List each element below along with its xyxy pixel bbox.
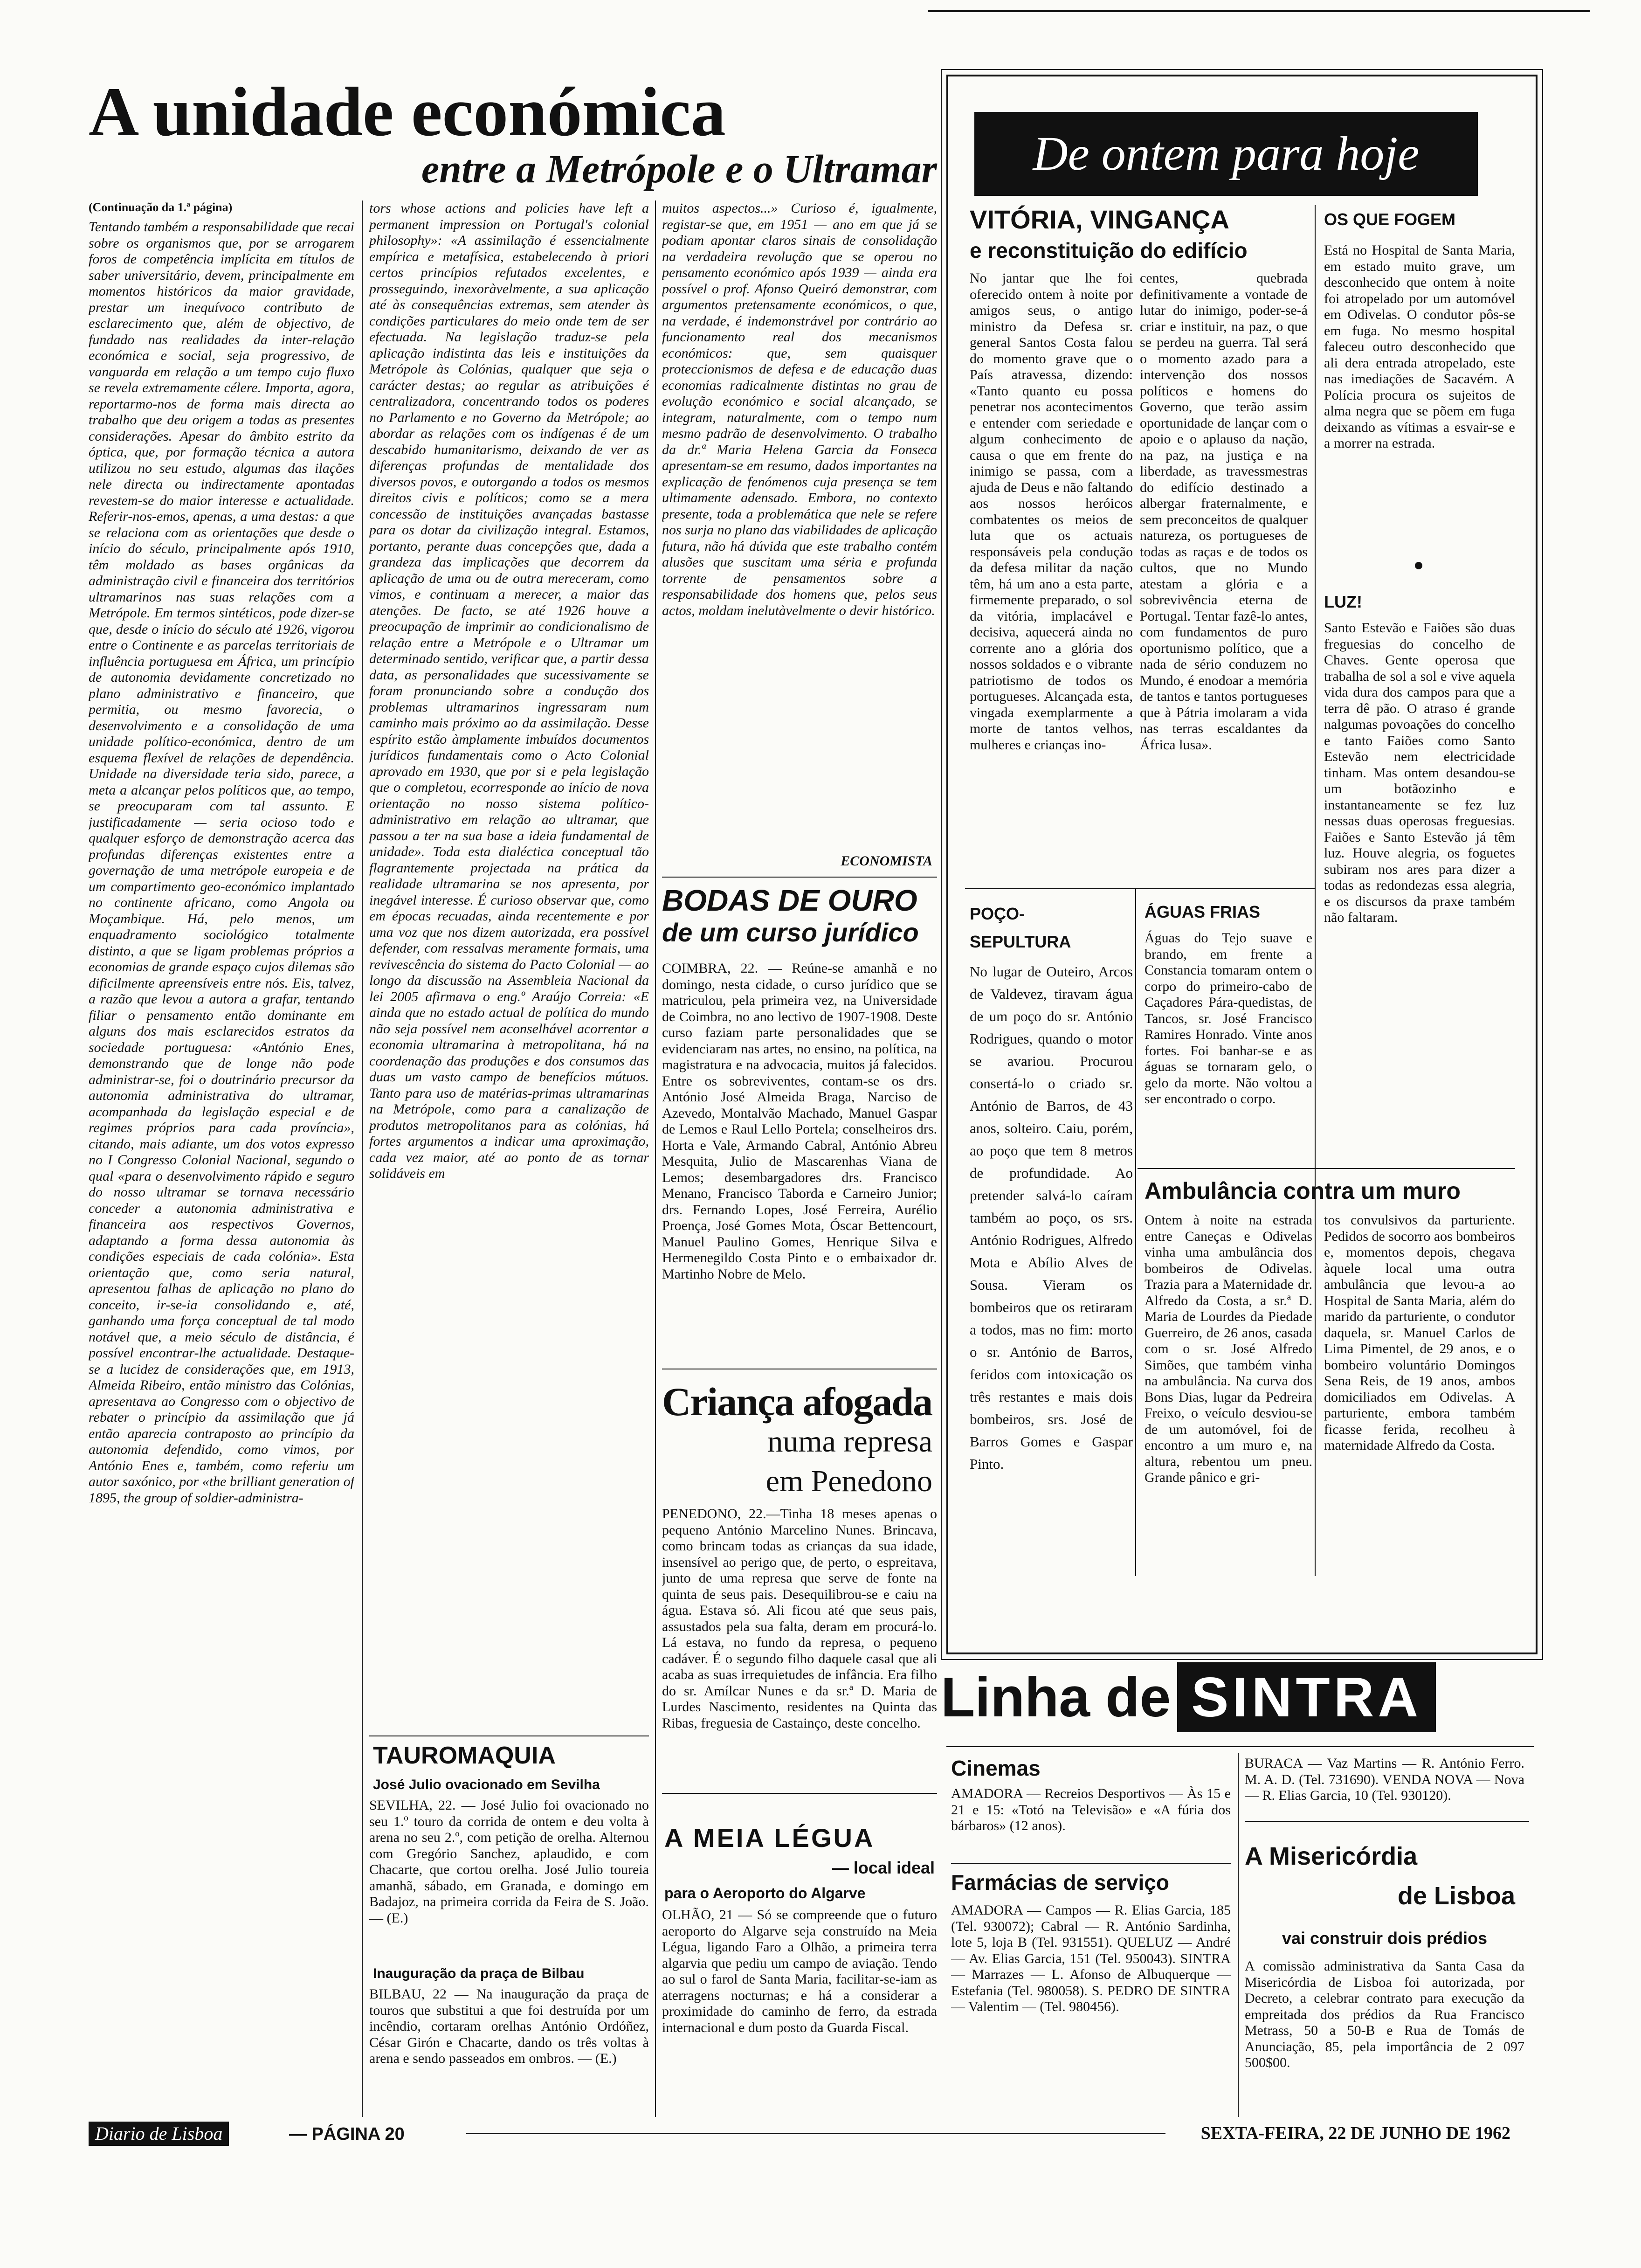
poco-title: POÇO-SEPULTURA: [970, 904, 1071, 951]
crianca-subtitle: numa represa: [767, 1424, 932, 1459]
column-divider: [1135, 888, 1136, 1576]
article-signature: ECONOMISTA: [841, 853, 932, 869]
section-rule: [946, 1746, 1534, 1747]
footer-date: SEXTA-FEIRA, 22 DE JUNHO DE 1962: [1200, 2123, 1510, 2143]
cinemas-text: AMADORA — Recreios Desportivos — Às 15 e 21 e 15: «Totó na Televisão» e «A fúria dos bárbaros» (12 anos).: [951, 1786, 1231, 1833]
footer-rule: [466, 2133, 1165, 2134]
misericordia-title-2: de Lisboa: [1397, 1882, 1515, 1910]
misericordia-title: A Misericórdia: [1245, 1842, 1418, 1870]
section-rule: [965, 888, 1315, 889]
section-rule: [662, 877, 937, 878]
footer-page-number: — PÁGINA 20: [289, 2124, 405, 2144]
main-subheadline: entre a Metrópole e o Ultramar: [421, 146, 937, 191]
article-column-3: [662, 201, 937, 851]
poco-text: No lugar de Outeiro, Arcos de Valdevez, tiravam água de um poço do sr. António Rodrigues, quando o motor se avariou. Procurou consertá-lo o criado sr. António de Barros, de 43 anos, solteiro. Caiu, porém, ao poço que tem 8 metros de profundidade. Ao pretender salvá-lo caíram também ao poço, os srs. António Rodrigues, Alfredo Mota e Abílio Alves de Sousa. Vieram os bombeiros que os retiraram a todos, mas no fim: morto o sr. António de Barros, feridos com intoxicação os três restantes e mais dois bombeiros, srs. José de Barros Gomes e Gaspar Pinto.: [970, 963, 1133, 1472]
luz-title: LUZ!: [1324, 592, 1362, 611]
misericordia-subtitle: vai construir dois prédios: [1282, 1929, 1488, 1948]
crianca-title: Criança afogada: [662, 1379, 932, 1424]
top-rule: [928, 10, 1590, 12]
misericordia-text: A comissão administrativa da Santa Casa da Misericórdia de Lisboa foi autorizada, por Decreto, a celebrar contrato para execução da empreitada dos prédios da Rua Francisco Metrass, 50 a 50-B e Rua de Tomás de Anunciação, 85, pela importância de 2 097 500$00.: [1245, 1958, 1524, 2070]
buraca-text: BURACA — Vaz Martins — R. António Ferro. M. A. D. (Tel. 731690). VENDA NOVA — Nova — R. Elias Garcia, 10 (Tel. 930120).: [1245, 1756, 1524, 1803]
tauromaquia-text-1: SEVILHA, 22. — José Julio foi ovacionado no seu 1.º touro da corrida de ontem e deu volta à arena no seu 2.º, com petição de orelha. Alternou com Gregório Sanchez, aplaudido, e com Chacarte, que cortou orelha. José Julio toureia amanhã, sábado, em Granada, e domingo em Badajoz, na primeira corrida da Feira de S. João. — (E.): [369, 1798, 649, 1926]
sintra-banner: [937, 1653, 1534, 1742]
farmacias-title: Farmácias de serviço: [951, 1870, 1169, 1895]
cinemas-title: Cinemas: [951, 1756, 1041, 1780]
section-rule: [1245, 1821, 1529, 1822]
ontem-hoje-title: De ontem para hoje: [1033, 127, 1420, 180]
meia-legua-text: OLHÃO, 21 — Só se compreende que o futuro aeroporto do Algarve seja construído na Meia Légua, ligando Faro a Olhão, a primeira terra algarvia que pediu um campo de aviação. Tendo ao sul o farol de Santa Maria, facilitar-se-iam as aterragens nocturnas; e há a considerar a proximidade do caminho de ferro, da estrada internacional e dum posto da Guarda Fiscal.: [662, 1907, 937, 2035]
article-column-1: [89, 201, 354, 2117]
sintra-banner-right: SINTRA: [1177, 1662, 1436, 1732]
vitoria-text-2: centes, quebrada definitivamente a vontade de lutar do inimigo, poder-se-á criar e instituir, na paz, o que se perdeu na guerra. Tal será o momento azado para a intervenção dos nossos políticos e homens do Governo, que terão assim oportunidade de lançar com o apoio e o aplauso da nação, na paz, na justiça e na liberdade, as travessmestras do edifício destinado a albergar fraternalmente, e sem preconceitos de qualquer natureza, os portugueses de todas as raças e de todos os cultos, que no Mundo atestam a glória e a sobrevivência eterna de Portugal. Tentar fazê-lo antes, com fundamentos de puro oportunismo político, que a nada de sério conduzem no Mundo, é enodoar a memória de tantos e tantos portugueses que à Pátria imolaram a vida nas terras escaldantes da África lusa».: [1140, 270, 1308, 753]
ontem-hoje-banner: [974, 112, 1478, 196]
bodas-subtitle: de um curso jurídico: [662, 918, 919, 947]
meia-legua-title: A MEIA LÉGUA: [664, 1823, 875, 1853]
meia-legua-sub-1: — local ideal: [832, 1858, 935, 1877]
sintra-banner-left: Linha de: [941, 1666, 1171, 1729]
column-divider: [1238, 1753, 1239, 2117]
meia-legua-sub-2: para o Aeroporto do Algarve: [664, 1885, 866, 1902]
vitoria-title: VITÓRIA, VINGANÇA: [970, 205, 1229, 234]
tauromaquia-text-2: BILBAU, 22 — Na inauguração da praça de touros que substitui a que foi destruída por um incêndio, cortaram orelhas António Ordóñez, César Girón e Chacarte, dando os três voltas à arena e sendo passeados em ombros. — (E.): [369, 1986, 649, 2066]
column-divider: [1315, 205, 1316, 1576]
fogem-text: Está no Hospital de Santa Maria, em estado muito grave, um desconhecido que ontem à noite foi atropelado por um automóvel em Odivelas. O condutor pôs-se em fuga. No mesmo hospital faleceu outro desconhecido que ali dera entrada atropelado, este nas imediações de Sacavém. A Polícia procura os sujeitos de alma negra que se põem em fuga deixando as vítimas a esvair-se e a morrer na estrada.: [1324, 242, 1515, 451]
luz-text: Santo Estevão e Faiões são duas freguesias do concelho de Chaves. Gente operosa que trabalha de sol a sol e vive aquela vida dura dos campos para que a terra dê pão. O atraso é grande nalgumas povoações do concelho e tanto Faiões como Santo Estevão nem electricidade tinham. Mas ontem desandou-se um botãozinho e instantaneamente se fez luz nessas duas operosas freguesias. Faiões e Santo Estevão já têm luz. Houve alegria, os foguetes subiram nos ares para dizer a todas as redondezas essa alegria, e os discursos da praxe também não faltaram.: [1324, 620, 1515, 925]
ambulancia-text-1: Ontem à noite na estrada entre Caneças e Odivelas vinha uma ambulância dos bombeiros de Odivelas. Trazia para a Maternidade dr. Alfredo da Costa, a sr.ª D. Maria de Lourdes da Piedade Guerreiro, de 26 anos, casada com o sr. José Alfredo Simões, que também vinha na ambulância. Na curva dos Bons Dias, lugar da Pedreira Freixo, o veículo desviou-se de um automóvel, foi de encontro a um muro e, na altura, rebentou um pneu. Grande pânico e gri-: [1145, 1212, 1312, 1485]
continuation-note: (Continuação da 1.ª página): [89, 201, 233, 214]
farmacias-text: AMADORA — Campos — R. Elias Garcia, 185 (Tel. 930072); Cabral — R. António Sardinha, lote 5, loja B (Tel. 931551). QUELUZ — André — Av. Elias Garcia, 151 (Tel. 950043). SINTRA — Marrazes — L. Afonso de Albuquerque — Estefania (Tel. 980058). S. PEDRO DE SINTRA — Valentim — (Tel. 980456).: [951, 1902, 1231, 2014]
ambulancia-text-2: tos convulsivos da parturiente. Pedidos de socorro aos bombeiros e, momentos depois, chegava àquele local uma outra ambulância que levou-a ao Hospital de Santa Maria, além do marido da parturiente, o condutor daquela, sr. Manuel Carlos de Lima Pimentel, de 29 anos, e o bombeiro voluntário Domingos Sena Reis, de 19 anos, ambos domiciliados em Odivelas. A parturiente, embora também ficasse ferida, recolheu à maternidade Alfredo da Costa.: [1324, 1212, 1515, 1453]
vitoria-text-1: No jantar que lhe foi oferecido ontem à noite por amigos seus, o antigo ministro da Defesa sr. general Santos Costa falou do momento grave que o País atravessa, dizendo: «Tanto quanto eu possa penetrar nos acontecimentos e entender com seriedade e algum conhecimento de causa o que em frente do inimigo se passa, com a ajuda de Deus e não faltando aos nossos heróicos combatentes os meios de luta que os actuais responsáveis pela condução da defesa militar da nação têm, há um ano a esta parte, firmemente preparado, o sol da vitória, implacável e decisiva, aquecerá ainda no corrente ano a glória dos nossos soldados e o vibrante patriotismo de todos os portugueses. Alcançada esta, vingada exemplarmente a morte de tantos velhos, mulheres e crianças ino-: [970, 270, 1133, 753]
section-rule: [951, 1863, 1231, 1864]
crianca-text: PENEDONO, 22.—Tinha 18 meses apenas o pequeno António Marcelino Nunes. Brincava, como brincam todas as crianças da sua idade, insensível ao perigo que, de perto, o espreitava, junto de uma represa que serve de fonte na quinta de seus pais. Desequilibrou-se e caiu na água. Estava só. Ali ficou até que seus pais, assustados pela sua falta, deram em procurá-lo. Lá estava, no fundo da represa, o pequeno cadáver. É o segundo filho daquele casal que ali acaba as suas irrequietudes de infância. Era filho do sr. Amílcar Nunes e da sr.ª D. Maria de Lurdes Nascimento, residentes na Quinta das Ribas, freguesia de Castainço, deste concelho.: [662, 1506, 937, 1731]
main-headline: A unidade económica: [89, 73, 726, 151]
footer-masthead: Diario de Lisboa: [89, 2122, 229, 2146]
section-rule: [662, 1793, 937, 1794]
aguas-text: Águas do Tejo suave e brando, em frente a Constancia tomaram ontem o corpo do primeiro-cabo de Caçadores Pára-quedistas, de Tancos, sr. José Francisco Ramires Honrado. Vinte anos fortes. Foi banhar-se e as águas se tornaram gelo, o gelo da morte. Não voltou a ser encontrado o corpo.: [1145, 930, 1312, 1106]
crianca-subtitle-2: em Penedono: [765, 1464, 932, 1498]
column-divider: [655, 201, 656, 2117]
article-column-2: [369, 201, 649, 1730]
bullet-icon: [1415, 562, 1422, 569]
ambulancia-title: Ambulância contra um muro: [1145, 1178, 1461, 1204]
aguas-title: ÁGUAS FRIAS: [1145, 902, 1261, 921]
tauromaquia-sub-1: José Julio ovacionado em Sevilha: [373, 1777, 600, 1792]
column-divider: [362, 201, 363, 2117]
bodas-title: BODAS DE OURO: [662, 884, 917, 917]
tauromaquia-title: TAUROMAQUIA: [373, 1742, 556, 1769]
article-text-col2: tors whose actions and policies have left a permanent impression on Portugal's colonial philosophy»: «A assimilação é essencialmente empírica e metafísica, estabelecendo à priori certos princípios refutados excelentes, e prosseguindo, inexoràvelmente, a sua aplicação até às consequências extremas, sem atender às condições particulares do meio onde tem de ser efectuada. Na legislação traduz-se pela aplicação indistinta das leis e instituições da Metrópole às Colónias, qualquer que seja o carácter destas; ao regular as atribuições é centralizadora, concentrando todos os poderes no Parlamento e no Governo da Metrópole; ao abordar as relações com os indígenas é de um descabido humanitarismo, deixando de ver as diferenças profundas de mentalidade dos diversos povos, e outorgando a todos os mesmos direitos civis e políticos; como se a mera concessão de instituições avançadas bastasse para os dotar da civilização integral. Estamos, portanto, perante duas concepções que, dada a grandeza das implicações que decorrem da aplicação de uma ou de outra mereceram, como vimos, e continuam a merecer, a maior das atenções. De facto, se até 1926 houve a preocupação de imprimir ao condicionalismo de relação entre a Metrópole e o Ultramar um determinado sentido, verificar que, a partir dessa data, as personalidades que sucessivamente se foram pronunciando sobre a condução dos problemas ultramarinos ingressaram num caminho mais próximo ao da assimilação. Desse espírito estão àmplamente imbuídos documentos jurídicos fundamentais como o Acto Colonial aprovado em 1930, que por si e pela legislação que o completou, ecorresponde ao início de nova orientação no nosso sistema político-administrativo em relação ao ultramar, que passou a ter na sua base a ideia fundamental de unidade». Toda esta dialéctica conceptual tão flagrantemente projectada na prática da realidade ultramarina se nos apresenta, por inegável interesse. É curioso observar que, como em épocas recuadas, ainda recentemente e por uma voz que nos dizem autorizada, era possível defender, com ressalvas meramente formais, uma revivescência do sistema do Pacto Colonial — ao longo da discussão na Assembleia Nacional da lei 2005 afirmava o eng.º Araújo Correia: «E ainda que no estado actual de política do mundo não seja possível nem aconselhável acorrentar a economia ultramarina à metropolitana, há na coordenação das produções e dos consumos das duas um vasto campo de benefícios mútuos. Tanto para uso de matérias-primas ultramarinas na Metrópole, como para a canalização de produtos metropolitanos para as colónias, há fortes argumentos a indicar uma aproximação, cada vez maior, até ao ponto de as tornar solidáveis em: [369, 201, 649, 1181]
vitoria-subtitle: e reconstituição do edifício: [970, 238, 1248, 263]
fogem-title: OS QUE FOGEM: [1324, 210, 1456, 229]
article-text-col1: Tentando também a responsabilidade que recai sobre os organismos que, por se arrogarem foros de competência implícita em títulos de saber universitário, devem, principalmente em momentos históricos da maior gravidade, prestar um inequívoco contributo de esclarecimento que, além de objectivo, de fundado nas realidades da inter-relação económica e social, seja progressivo, de vanguarda em relação a um tempo cujo fluxo se revela extremamente célere. Importa, agora, reportarmo-nos de forma mais directa ao trabalho que deu origem a todas as presentes considerações. Apesar do âmbito estrito da óptica, que, por formação técnica a autora utilizou no seu estudo, algumas das ilações nele directa ou indirectamente apontadas revestem-se do maior interesse e actualidade. Referir-nos-emos, apenas, a uma destas: a que se relaciona com as orientações que desde o início do século, principalmente após 1910, têm moldado as bases orgânicas da administração civil e financeira dos territórios ultramarinos nas suas relações com a Metrópole. Em termos sintéticos, pode dizer-se que, desde o início do século até 1926, vigorou entre o Continente e as parcelas territoriais de influência portuguesa em África, um princípio de autonomia devidamente concretizado no plano administrativo e financeiro, que permitia, ou mesmo favorecia, o desenvolvimento e a consolidação de uma unidade político-económica, dentro de um esquema flexível de relações de dependência. Unidade na diversidade teria sido, parece, a meta a alcançar pelos políticos que, ao tempo, se preocuparam com tal assunto. E justificadamente — seria ocioso todo e qualquer esforço de demonstração acerca das profundas diferenças existentes entre a governação de uma metrópole europeia e de um compartimento geo-económico implantado no continente africano, como Angola ou Moçambique. Há, pelo menos, um enquadramento sociológico totalmente distinto, a que se ligam problemas próprios a economias de grande espaço cujos dilemas são dificilmente apreensíveis entre nós. Eis, talvez, a razão que levou a autora a grafar, tentando filiar o pensamento então dominante em alguns dos mais esclarecidos estratos da sociedade portuguesa: «António Enes, demonstrando que de longe não pode administrar-se, foi o doutrinário precursor da autonomia administrativa do ultramar, acompanhada da legislação especial e de regimes próprios para cada província», citando, mais adiante, um dos votos expresso no I Congresso Colonial Nacional, segundo o qual «para o desenvolvimento rápido e seguro do nosso ultramar se tornava necessário conceder a autonomia administrativa e financeira aos respectivos Governos, adaptando a forma dessa autonomia às condições especiais de cada colónia». Esta orientação que, como seria natural, apresentou falhas de aplicação no plano do conceito, ir-se-ia consolidando e, até, ganhando uma força conceptual de tal modo notável que, a meio século de distância, é possível encontrar-lhe actualidade. Destaque-se a lucidez de considerações que, em 1913, Almeida Ribeiro, então ministro das Colónias, apresentava ao Congresso com o objectivo de rebater o princípio da assimilação que já então aparecia contraposto ao princípio da autonomia defendido, como vimos, por António Enes e, também, como referiu um autor saxónico, por «the brilliant generation of 1895, the group of soldier-administra-: [89, 219, 354, 1506]
section-rule: [1138, 1168, 1515, 1169]
bodas-text: COIMBRA, 22. — Reúne-se amanhã e no domingo, nesta cidade, o curso jurídico que se matriculou, pela primeira vez, na Universidade de Coimbra, no ano lectivo de 1907-1908. Deste curso faziam parte personalidades que se evidenciaram nas artes, no ensino, na política, na magistratura e na advocacia, muitos já falecidos. Entre os sobreviventes, contam-se os drs. António José Almeida Braga, Narciso de Azevedo, Montalvão Machado, Manuel Gaspar de Lemos e Raul Lello Portela; conselheiros drs. Horta e Vale, Armando Cabral, António Abreu Mesquita, Julio de Mascarenhas Viana de Lemos; desembargadores drs. Francisco Menano, Francisco Taborda e Carneiro Junior; drs. Fernando Lopes, José Ferreira, Aurélio Proença, José Gomes Mota, Óscar Bettencourt, Manuel Paulino Gomes, Henrique Silva e Hermenegildo Costa Pinto e o embaixador dr. Martinho Nobre de Melo.: [662, 961, 937, 1282]
tauromaquia-sub-2: Inauguração da praça de Bilbau: [373, 1966, 585, 1981]
article-text-col3: muitos aspectos...» Curioso é, igualmente, registar-se que, em 1951 — ano em que já se podiam apontar claros sinais de consolidação na verdadeira revolução que se operou no pensamento económico após 1939 — ainda era possível o prof. Afonso Queiró demonstrar, com argumentos pretensamente económicos, o que, na verdade, é indemonstrável por contrário ao funcionamento real dos mecanismos económicos: que, sem quaisquer proteccionismos de defesa e de educação duas economias radicalmente distintas no grau de evolução económico e social alcançado, se integram, naturalmente, com o tempo num mesmo padrão de desenvolvimento. O trabalho da dr.ª Maria Helena Garcia da Fonseca apresentam-se em resumo, dados importantes na explicação de fenómenos cuja presença se tem ultimamente adensado. Embora, no contexto presente, toda a problemática que nele se refere nos surja no plano das viabilidades de aplicação futura, não há dúvida que este trabalho contém alusões que suscitam uma séria e profunda torrente de pensamentos sobre a responsabilidade dos homens que, pelos seus actos, moldam inelutàvelmente o devir histórico.: [662, 201, 937, 618]
